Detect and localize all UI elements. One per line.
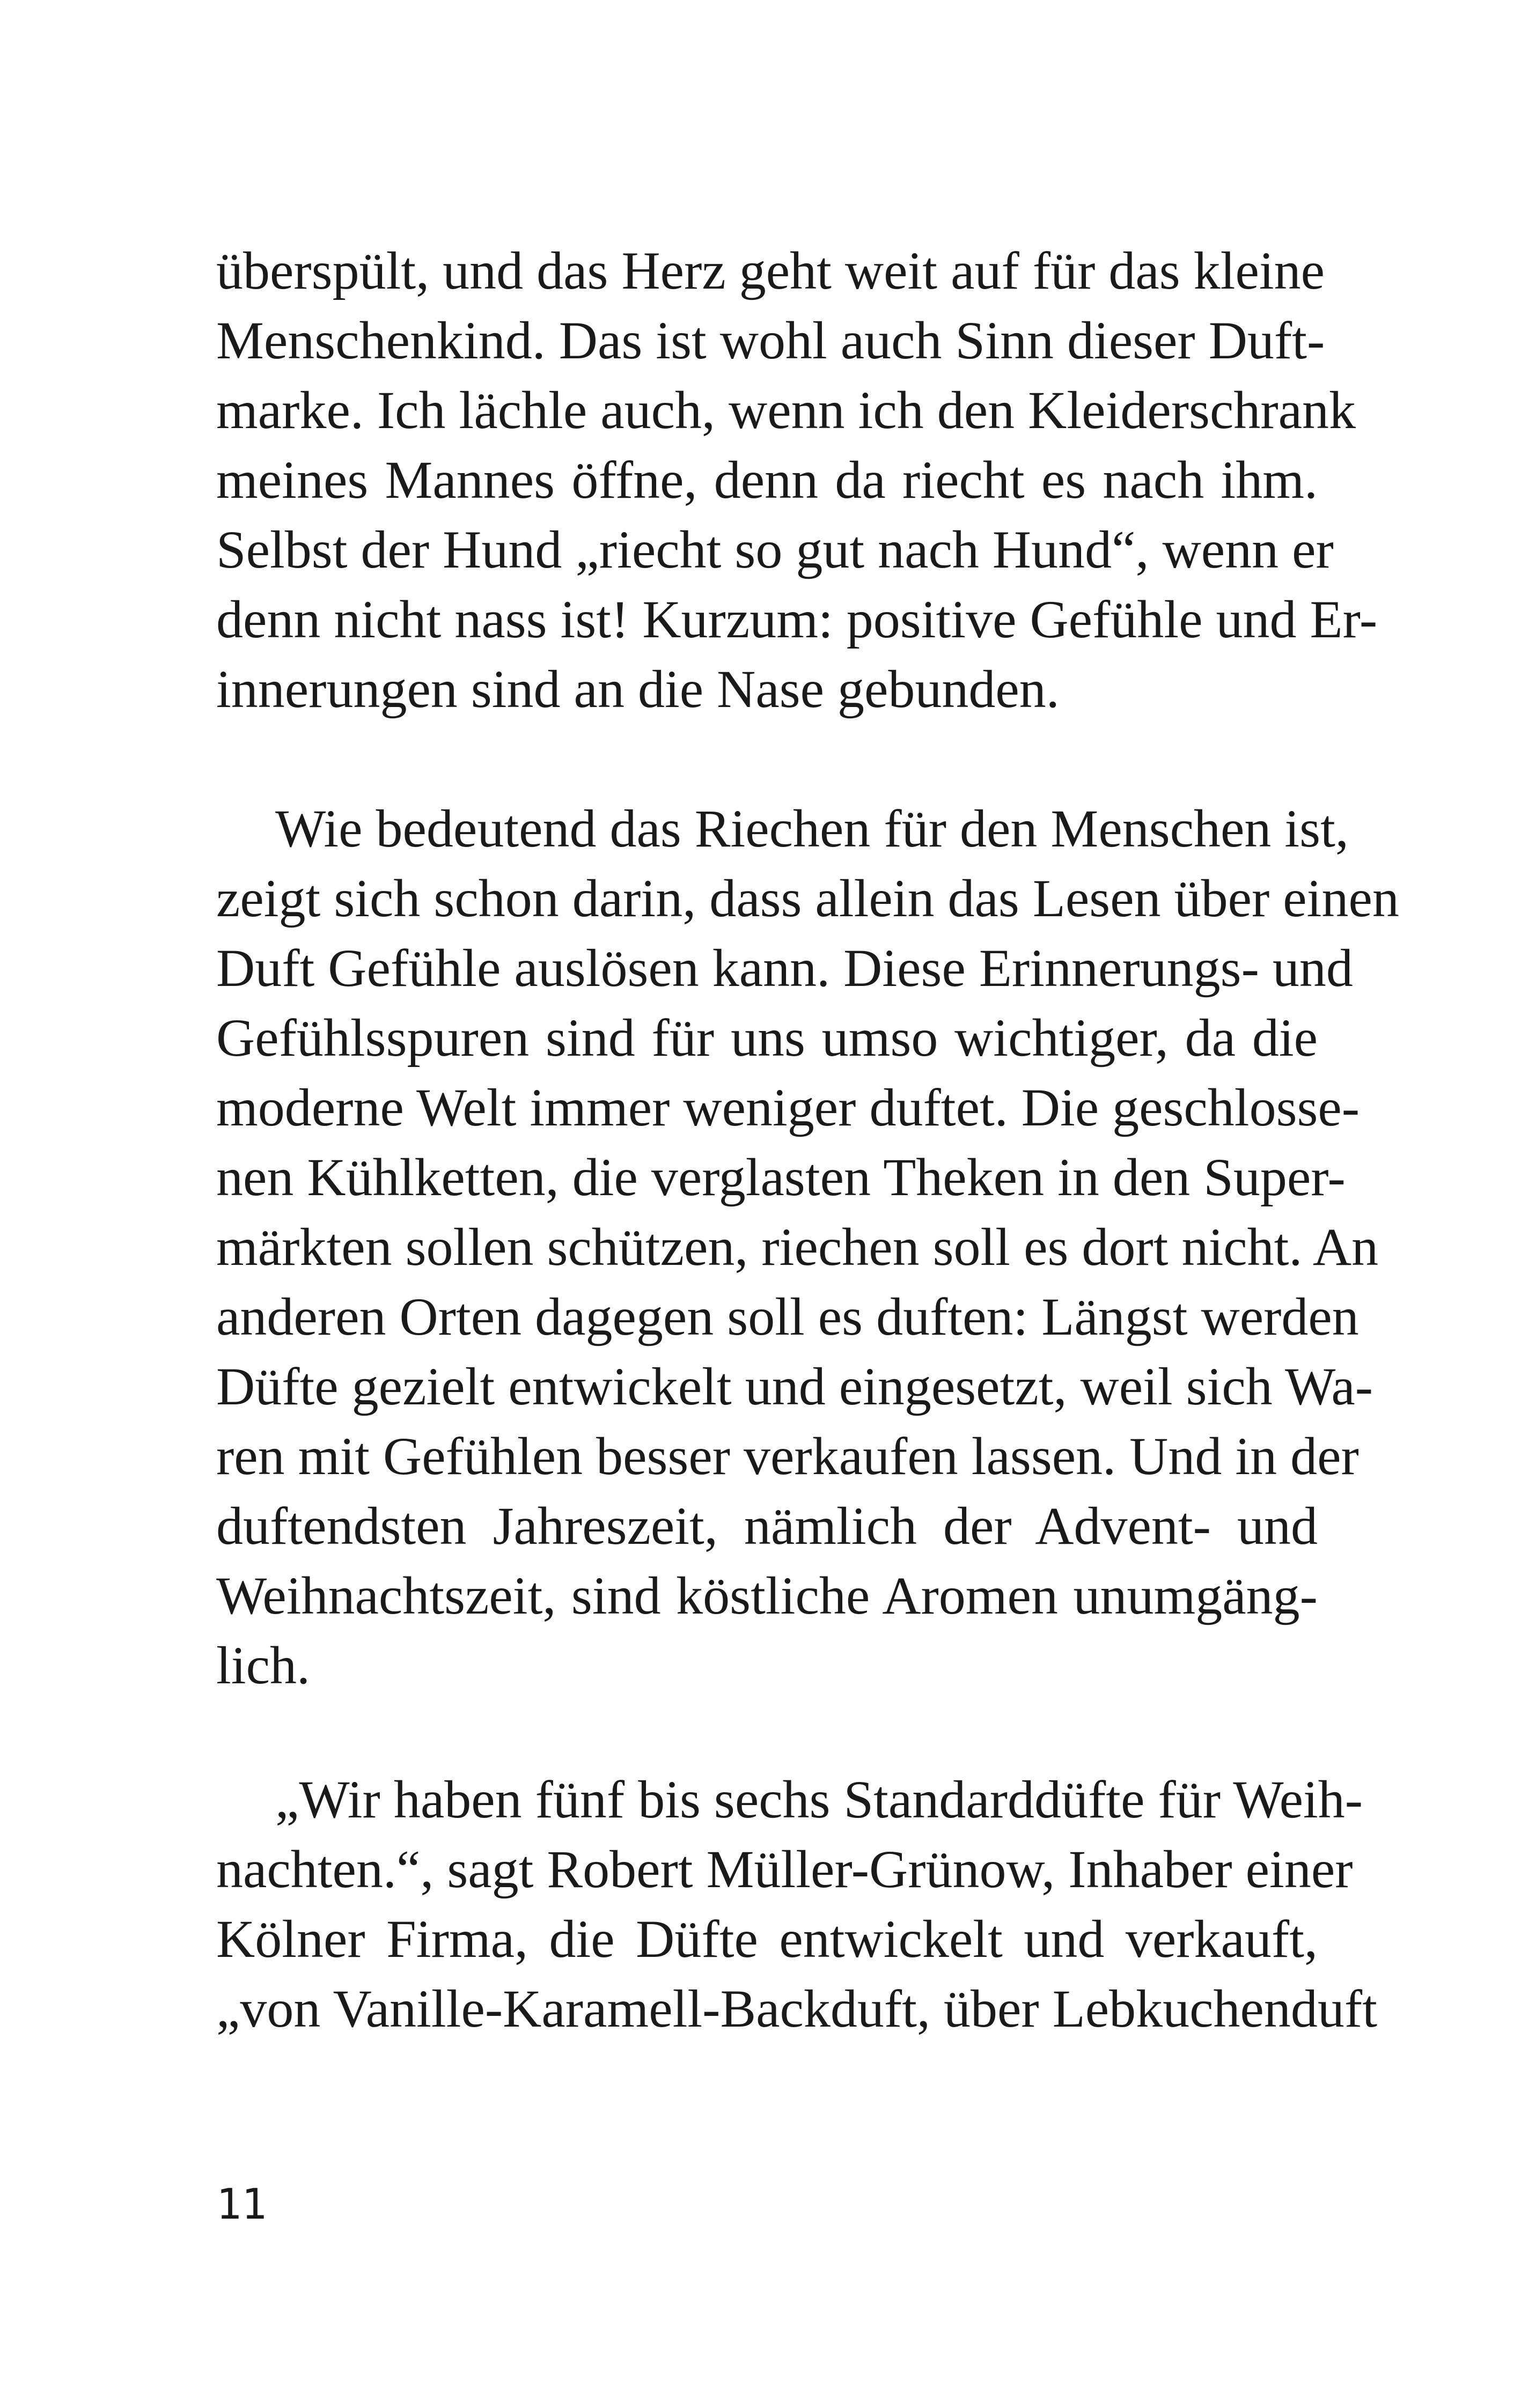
text-line: denn nicht nass ist! Kurzum: positive Gefühle und Er- [216, 590, 1378, 649]
text-line: lich. [216, 1636, 310, 1695]
text-line: Wie bedeutend das Riechen für den Menschen ist, [275, 799, 1349, 858]
text-line: Düfte gezielt entwickelt und eingesetzt, weil sich Wa- [216, 1357, 1373, 1416]
page-number: 11 [216, 2181, 267, 2229]
text-line: „von Vanille-Karamell-Backduft, über Lebkuchenduft [216, 1979, 1378, 2038]
paragraph-1 [216, 236, 1378, 724]
text-line: märkten sollen schützen, riechen soll es dort nicht. An [216, 1217, 1379, 1277]
text-line: überspült, und das Herz geht weit auf für das kleine [216, 241, 1325, 300]
paragraph-2 [216, 794, 1399, 1700]
text-line: zeigt sich schon darin, dass allein das Lesen über einen [216, 868, 1399, 928]
text-line: Duft Gefühle auslösen kann. Diese Erinnerungs- und [216, 938, 1353, 998]
paragraph-3 [216, 1765, 1378, 2044]
text-line: meines Mannes öffne, denn da riecht es nach ihm. [216, 450, 1318, 510]
text-line: Selbst der Hund „riecht so gut nach Hund“, wenn er [216, 520, 1334, 579]
text-line: Menschenkind. Das ist wohl auch Sinn dieser Duft- [216, 311, 1325, 370]
text-line: marke. Ich lächle auch, wenn ich den Kleiderschrank [216, 380, 1356, 440]
text-line: Gefühlsspuren sind für uns umso wichtiger, da die [216, 1008, 1318, 1067]
text-line: nachten.“, sagt Robert Müller-Grünow, Inhaber einer [216, 1839, 1353, 1899]
text-line: duftendsten Jahreszeit, nämlich der Advent- und [216, 1496, 1318, 1556]
text-line: Weihnachtszeit, sind köstliche Aromen unumgäng- [216, 1566, 1318, 1625]
text-line: innerungen sind an die Nase gebunden. [216, 659, 1060, 719]
text-line: ren mit Gefühlen besser verkaufen lassen. Und in der [216, 1426, 1359, 1486]
text-line: anderen Orten dagegen soll es duften: Längst werden [216, 1287, 1359, 1346]
text-line: Kölner Firma, die Düfte entwickelt und verkauft, [216, 1909, 1318, 1969]
text-line: „Wir haben fünf bis sechs Standarddüfte für Weih- [275, 1770, 1363, 1829]
text-line: nen Kühlketten, die verglasten Theken in den Super- [216, 1147, 1346, 1207]
text-line: moderne Welt immer weniger duftet. Die geschlosse- [216, 1078, 1360, 1137]
